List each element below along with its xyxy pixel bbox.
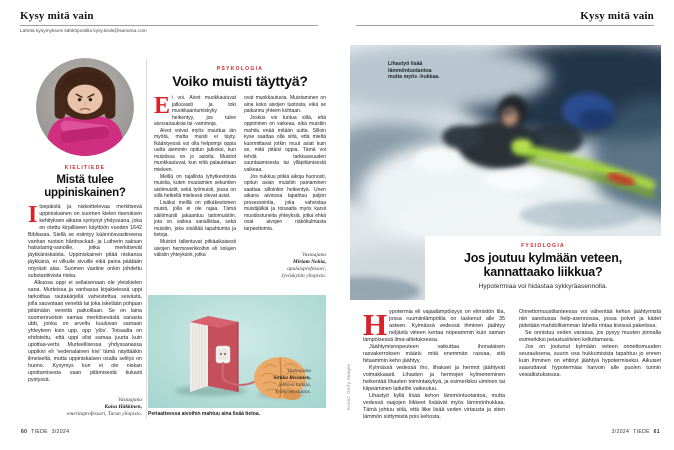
article-title bbox=[425, 251, 661, 279]
photo-annotation: Lihastyö lisää lämmöntuotantoa mutta myös -hukkaa. bbox=[388, 61, 440, 81]
page-number: 61 bbox=[653, 429, 660, 435]
header-rule bbox=[356, 25, 654, 26]
body-paragraph: Meillä on rajallista lyhytkestoista muistia, kuten muutamien sekuntien aistimuistit, sekä työmuisti, jossa on sillä hetkellä mielessä olevat asiat. bbox=[154, 173, 236, 200]
body-paragraph: Lisäksi meillä on pitkäkestoinen muisti, jolla ei ole rajaa. Tämä säilömuisti jakaantuu taitomuistiin, jota on vaikea sanallistaa, sekä muistiin, joka sisältää tapahtumia ja tietoja. bbox=[154, 199, 236, 239]
answerer-signature bbox=[67, 397, 142, 418]
page-title: Kysy mitä vain bbox=[580, 10, 654, 22]
answerer-title: Jyväskylän yliopisto. bbox=[281, 273, 326, 279]
grumpy-girl-photo bbox=[36, 58, 134, 156]
article-subtitle: Hypotermiaa voi hidastaa sykkyräasennolla. bbox=[478, 283, 608, 290]
signature-label: Vastaajana bbox=[118, 397, 142, 403]
body-paragraph: Jos on joutunut kylmään veteen onnettomuuden seurauksena, suurin osa hukkumisista tapahtuu jo ennen kuin ihminen on ehtinyt jäähtyä hypotermiseksi. Aikuiset saavuttavat hypotermiaa harvoin alle puolen tunnin vesialtistuksessa. bbox=[519, 344, 661, 378]
article-title: Voiko muisti täyttyä? bbox=[172, 73, 308, 89]
magazine-name: TIEDE bbox=[31, 429, 48, 435]
page-number: 60 bbox=[21, 429, 28, 435]
body-paragraph: ovat muokkautuvia. Muistaminen on aina koko aivojen tuotosta, eikä se paikannu yhteen kohtaan. bbox=[244, 95, 326, 115]
header-rule bbox=[20, 25, 318, 26]
body-paragraph: i voi. Aivot muokkautuvat jatkuvasti ja toki muokkaantumiskyky heikentyy, jos tulee aivosairauksia tai -vammoja. bbox=[154, 95, 236, 128]
header-right bbox=[356, 10, 654, 26]
text-column-left bbox=[154, 95, 236, 280]
page-title: Kysy mitä vain bbox=[20, 10, 94, 22]
article-kicker: FYSIOLOGIA bbox=[521, 243, 565, 249]
issue-number: 3/2024 bbox=[51, 429, 70, 435]
body-paragraph: Lihastyö kyllä lisää kehon lämmöntuotantoa, mutta vedessä raajojen liikkeet lisäävät myös lämmönhukkaa. Tämä johtuu siitä, että liike lisää veden virtausta ja siten lämmön siirtymistä pois kehosta. bbox=[363, 393, 505, 420]
drop-cap: I bbox=[28, 204, 38, 228]
article-kielitiede bbox=[28, 56, 142, 418]
answerer-name: Sirkka Rissanen, bbox=[273, 375, 311, 381]
illustration-caption: Periaatteessa aivoihin mahtuu aina lisää tietoa. bbox=[148, 411, 260, 417]
body-paragraph: Jos nukkuu pitkiä aikoja huonosti, opitun asian muistiin painaminen saattaa silloinkin heikentyä. Unen aikana aivoissa tapahtuu paljon prosessointia, joka vahvistaa muistijälkiä ja toisaalta myös karsii muodostuneita yhteyksiä, jotka ehkä ovat aivojen näkökulmasta tarpeettomia. bbox=[244, 173, 326, 232]
article-body bbox=[154, 95, 326, 280]
text-column-right bbox=[519, 309, 661, 425]
answerer-signature bbox=[273, 368, 311, 396]
answerer-title: Työterveyslaitos. bbox=[274, 389, 311, 395]
body-paragraph: Alkuosa uppi ei sellaisenaan ole yleiskielen sana. Murteissa ja vanhassa kirjakielessä uppi tarkoittaa rautakärjellä vahvistettua seivästä, jolla sauvotaan venettä tai joka isketään pohjaan pitämään venettä paikoillaan. Se on laina suomenruotsin samaa merkitsevästä sanasta ubb, jonka on arveltu kuuluvan samaan yhteyteen kuin upp, opp ’ylös’. Toisaalta on ehdotettu, että uppi olisi samaa juurta kuin upottaa-verbi. Murteellisessa yhdyssanassa uppikivi eli ’vedenalainen kivi’ tämä näyttääkin ilmeiseltä, mutta uppiniskaisen osalta selitys on huono. Kysymys kun ei ole niskan upottamisesta vaan pitämisestä tiukasti pystyssä. bbox=[28, 279, 142, 383]
answerer-name: Kaisa Häkkinen, bbox=[104, 404, 142, 410]
answerer-title: emeritaprofessori, Turun yliopisto. bbox=[67, 411, 142, 417]
answerer-title: apulaisprofessori, bbox=[287, 266, 326, 272]
body-paragraph: Kylmässä vedessä iho, lihakset ja hermot jäähtyvät voimakkaasti. Lihasten ja hermojen kylmeneminen heikentää lihasten toimintakykyä, ja esimerkiksi uiminen tai kiipeäminen laiturille vaikeutuu. bbox=[363, 365, 505, 392]
text-column-left bbox=[363, 309, 505, 425]
drop-cap: E bbox=[154, 95, 171, 119]
signature-label: Vastaajana bbox=[302, 252, 326, 258]
body-paragraph: Onnettomuustilanteessa voi vähentää kehon jäähtymistä niin sanotussa help-asennossa, jossa polvet ja kädet pidetään mahdollisimman lähellä rintaa tiiviissä paketissa. bbox=[519, 309, 661, 329]
drop-cap: H bbox=[363, 309, 388, 342]
issue-number: 3/2024 bbox=[611, 429, 630, 435]
answerer-title: johtava tutkija, bbox=[278, 382, 311, 388]
footer-left bbox=[20, 429, 70, 435]
header-left bbox=[20, 10, 318, 34]
article-kicker: PSYKOLOGIA bbox=[216, 66, 264, 72]
answerer-signature bbox=[278, 251, 326, 280]
body-paragraph: tsepäistä ja niskoittelevaa merkitsevä uppiniskainen on suomen kielen itsenäisen kehityksen aikana syntynyt yhdyssana, joka on otettu kirjalliseen käyttöön vuoden 1642 Bibliassa. Siellä se esiintyy käännösvastineena vanhan ruotsin hårdnackad- ja Lutherin saksan halsstarrig-sanoille, jotka merkitsevät jäykkäniskaista. Uppiniskainen pitää niskansa jäykkänä, ei vilkuile sivuille eikä paina päätään nöyrästi alas. Suomen vastine onkin johdettu substantiivista niska. bbox=[28, 204, 142, 280]
column-divider bbox=[146, 58, 147, 418]
body-paragraph: Se onnistuu veden varassa, jos pysyy muuten pinnalla esimerkiksi pelastusliivien kelluttamana. bbox=[519, 330, 661, 343]
title-line-2: kannattaako liikkua? bbox=[483, 265, 603, 279]
body-paragraph: Muistot tallentuvat pitkäaikaisesti aivojen hermoverkkoihin eli solujen välisiin yhteyksiin, jotka bbox=[154, 239, 236, 259]
article-kicker: KIELITIEDE bbox=[64, 165, 106, 171]
magazine-name: TIEDE bbox=[633, 429, 650, 435]
article-title-box bbox=[425, 236, 661, 300]
girl-portrait-illustration bbox=[36, 58, 134, 156]
title-line-1: Jos joutuu kylmään veteen, bbox=[463, 251, 623, 265]
article-body bbox=[28, 204, 142, 407]
footer-right bbox=[356, 429, 661, 435]
article-fysiologia-body bbox=[363, 309, 661, 425]
signature-label: Vastaajana bbox=[287, 368, 311, 374]
article-title: Mistä tulee uppiniskainen? bbox=[44, 174, 126, 199]
body-paragraph: Joskus voi tuntua siltä, että oppiminen on vaikeaa, eikä muistiin mahdu enää mitään uutta. Silloin kyse saattaa olla siitä, että mieltä kuormittavat jotkin muut asiat kuin se, mitä pitäisi oppia. Tämä voi tehdä tarkkaavuuden suuntaamisesta tai ylläpitämisestä vaikeaa. bbox=[244, 114, 326, 174]
body-paragraph: ypotermia eli vajaalämpöisyys on elimistön tila, jossa ruumiinlämpötila on laskenut alle 35 asteen. Kylmässä vedessä ihminen jäähtyy neljästä viiteen kertaa nopeammin kuin saman lämpöisessä ilma-altistuksessa. bbox=[363, 309, 505, 343]
submission-email-note: Lähetä kysymyksesi sähköpostilla kysy.tiede@sanoma.com bbox=[20, 28, 147, 34]
article-psykologia bbox=[154, 66, 326, 280]
answerer-name: Miriam Nokia, bbox=[293, 259, 326, 265]
photo-credit: Kuvat: Getty Images bbox=[346, 363, 351, 410]
body-paragraph: Aivot voivat myös muuttua iän myötä, mutta muisti ei täyty. Ikääntyessä voi olla helpompi oppia uutta aiemmin opitun jatkoksi, kun muistissa on jo asioita. Muistot muokkautuvat, kun niitä palautetaan mieleen. bbox=[154, 127, 236, 174]
body-paragraph: Jäähtymisnopeuteen vaikuttaa ihonalaisen rasvakerroksen määrä: mitä enemmän rasvaa, sitä hitaammin keho jäähtyy. bbox=[363, 344, 505, 364]
